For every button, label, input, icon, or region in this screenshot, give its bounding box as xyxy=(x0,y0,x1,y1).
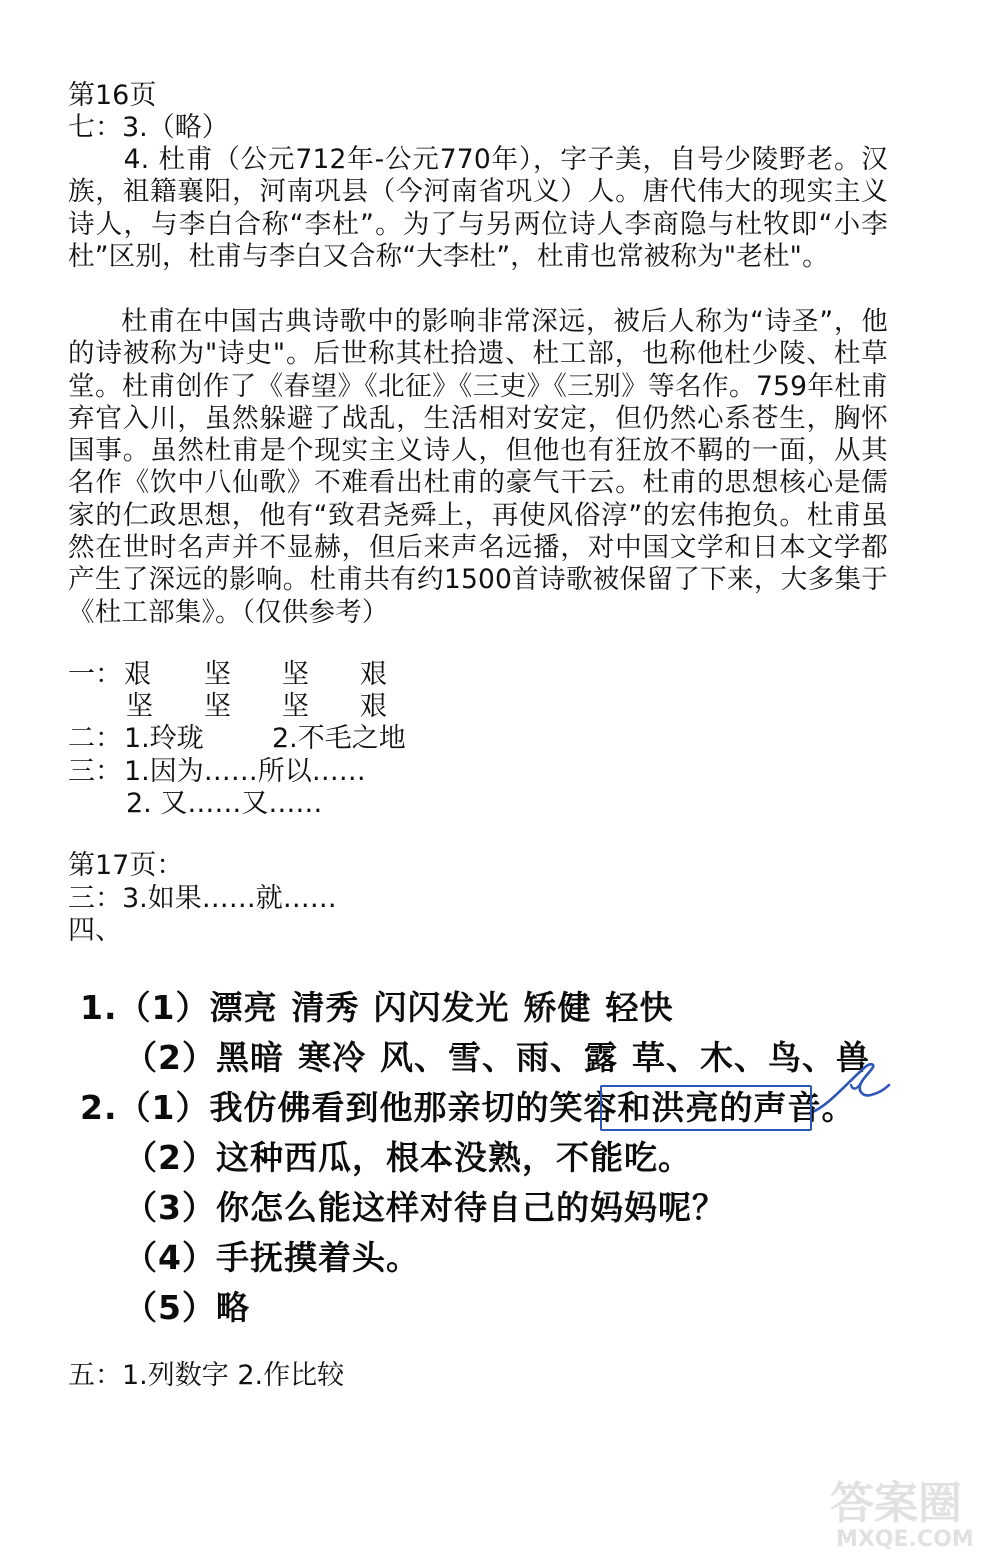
section2-s5-text: 略 xyxy=(215,1288,250,1327)
section1-p1-word: 清秀 xyxy=(291,988,360,1027)
q2-answer-b: 2.不毛之地 xyxy=(272,723,406,754)
section2-row4 xyxy=(124,1236,420,1280)
section1-p2-word: 草、木、鸟、兽 xyxy=(631,1038,870,1077)
section1-p2-label: （2） xyxy=(124,1038,216,1077)
q1-row1-char: 坚 xyxy=(204,659,231,690)
q7-item4-paragraph2: 杜甫在中国古典诗歌中的影响非常深远，被后人称为“诗圣”，他的诗被称为"诗史"。后世称其杜拾遗、杜工部，也称他杜少陵、杜草堂。杜甫创作了《春望》《北征》《三吏》《三别》等名作。759年杜甫弃官入川，虽然躲避了战乱，生活相对安定，但仍然心系苍生，胸怀国事。虽然杜甫是个现实主义诗人，但他也有狂放不羁的一面，从其名作《饮中八仙歌》不难看出杜甫的豪气干云。杜甫的思想核心是儒家的仁政思想，他有“致君尧舜上，再使风俗淳”的宏伟抱负。杜甫虽然在世时名声并不显赫，但后来声名远播，对中国文学和日本文学都产生了深远的影响。杜甫共有约1500首诗歌被保留了下来，大多集于《杜工部集》。（仅供参考） xyxy=(68,306,888,628)
q1-row1-char: 艰 xyxy=(360,659,387,690)
section2-row3 xyxy=(124,1186,726,1230)
section2-s1-before: 我仿佛看到他那亲切的笑容 xyxy=(209,1088,618,1127)
page17-q5: 五：1.列数字 2.作比较 xyxy=(68,1360,345,1391)
section1-p2-word: 寒冷 xyxy=(297,1038,366,1077)
section1-row2 xyxy=(124,1036,870,1080)
handwritten-highlight-box xyxy=(600,1085,812,1131)
section1-p1-word: 矫健 xyxy=(523,988,592,1027)
q1-row2-char: 坚 xyxy=(204,691,231,722)
q7-item3: 七：3.（略） xyxy=(68,112,229,143)
q3-answer-b: 2. 又……又…… xyxy=(126,788,323,819)
section1-p1-label: （1） xyxy=(117,988,210,1027)
watermark-text: 答案圈 xyxy=(830,1478,962,1529)
q7-item4-paragraph1: 4. 杜甫（公元712年-公元770年），字子美，自号少陵野老。汉族，祖籍襄阳，河南巩县（今河南省巩义）人。唐代伟大的现实主义诗人，与李白合称“李杜”。为了与另两位诗人李商隐与杜牧即“小李杜”区别，杜甫与李白又合称“大李杜”，杜甫也常被称为"老杜"。 xyxy=(68,144,888,272)
section1-p1-word: 闪闪发光 xyxy=(373,988,510,1027)
section2-row5 xyxy=(124,1286,250,1330)
page17-heading: 第17页： xyxy=(68,850,184,881)
q1-row1-char: 坚 xyxy=(282,659,309,690)
q2-label: 二： xyxy=(68,723,122,754)
section1-p1-word: 漂亮 xyxy=(209,988,278,1027)
page16-heading: 第16页 xyxy=(68,80,157,111)
section2-row2 xyxy=(124,1136,692,1180)
section2-number: 2. xyxy=(80,1088,118,1127)
q1-row2-char: 坚 xyxy=(282,691,309,722)
q1-label: 一： xyxy=(68,659,122,690)
q3-label: 三： xyxy=(68,756,122,787)
page17-q4-label: 四、 xyxy=(68,915,122,946)
section2-s2-text: 这种西瓜，根本没熟，不能吃。 xyxy=(215,1138,692,1177)
page17-q3: 三：3.如果……就…… xyxy=(68,883,337,914)
section2-s3-text: 你怎么能这样对待自己的妈妈呢？ xyxy=(215,1188,726,1227)
section1-row1 xyxy=(80,986,687,1030)
section2-s2-label: （2） xyxy=(124,1138,216,1177)
q3-answer-a: 1.因为……所以…… xyxy=(124,756,366,787)
section2-s1-after: 。 xyxy=(821,1088,856,1127)
q2-answer-a: 1.玲珑 xyxy=(124,723,204,754)
section1-p2-word: 风、雪、雨、露 xyxy=(379,1038,618,1077)
section2-s5-label: （5） xyxy=(124,1288,216,1327)
q1-row2-char: 坚 xyxy=(126,691,153,722)
section2-s4-label: （4） xyxy=(124,1238,216,1277)
section1-p1-word: 轻快 xyxy=(605,988,674,1027)
q1-row1-char: 艰 xyxy=(124,659,151,690)
q1-row2-char: 艰 xyxy=(360,691,387,722)
section2-s3-label: （3） xyxy=(124,1188,216,1227)
section2-s4-text: 手抚摸着头。 xyxy=(215,1238,420,1277)
watermark-logo-icon xyxy=(822,1468,992,1553)
section2-s1-boxed: 和洪亮的声音 xyxy=(617,1088,822,1127)
section2-s1-label: （1） xyxy=(117,1088,210,1127)
watermark-url: MXQE.COM xyxy=(836,1527,974,1552)
section1-number: 1. xyxy=(80,988,118,1027)
section1-p2-word: 黑暗 xyxy=(215,1038,284,1077)
